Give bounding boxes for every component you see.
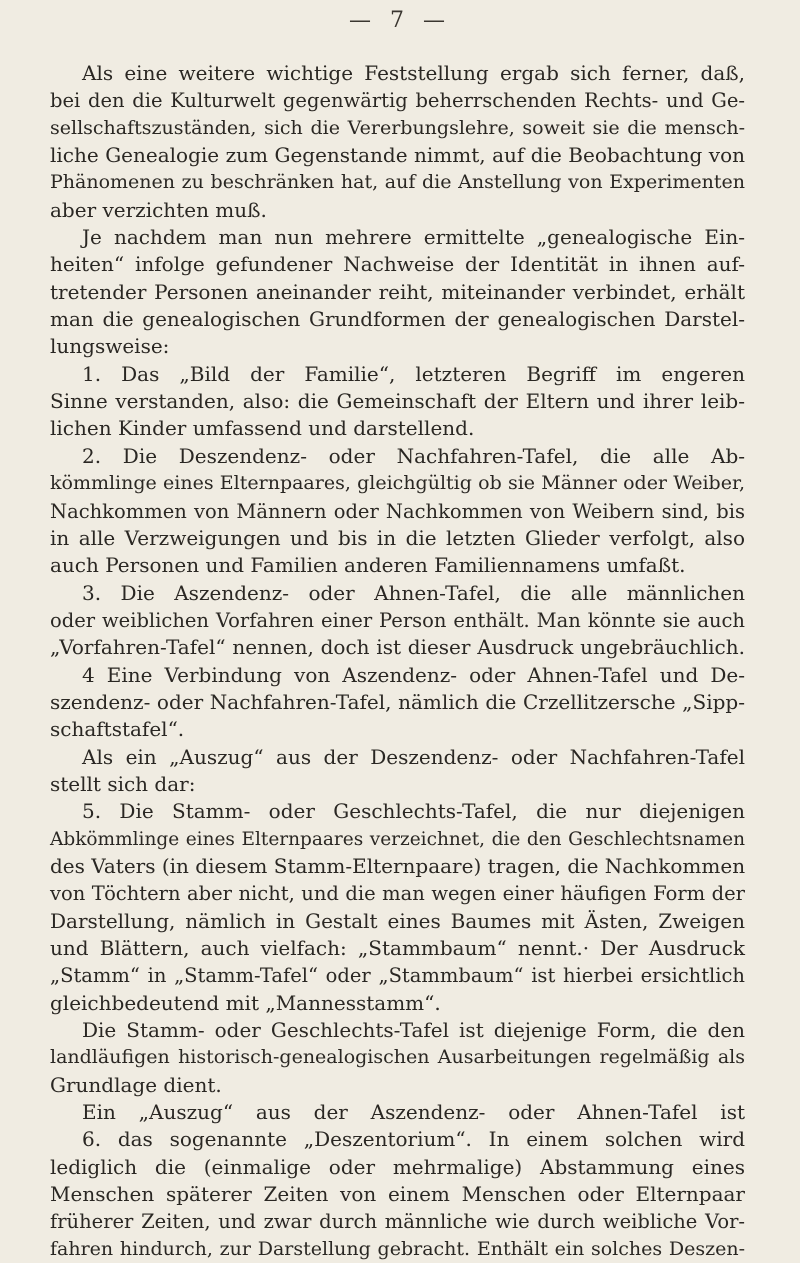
text-line: gleichbedeutend mit „Mannesstamm“. xyxy=(50,990,441,1015)
text-line: man die genealogischen Grundformen der genealogischen Darstel- xyxy=(50,307,745,332)
text-line: 3. Die Aszendenz- oder Ahnen-Tafel, die alle männlichen xyxy=(82,580,745,605)
text-line: und Blättern, auch vielfach: „Stammbaum“ nennt.· Der Ausdruck xyxy=(50,936,745,960)
text-line: Die Stamm- oder Geschlechts-Tafel ist diejenige Form, die den xyxy=(82,1018,745,1043)
text-line: landläufigen historisch-genealogischen Ausarbeitungen regelmäßig als xyxy=(50,1046,745,1069)
text-line: 5. Die Stamm- oder Geschlechts-Tafel, die nur diejenigen xyxy=(82,799,745,824)
text-line: lichen Kinder umfassend und darstellend. xyxy=(50,416,475,441)
text-line: „Vorfahren-Tafel“ nennen, doch ist dieser Ausdruck ungebräuchlich. xyxy=(50,635,745,660)
text-line: schaftstafel“. xyxy=(50,717,185,742)
page-number: — 7 — xyxy=(349,8,451,33)
text-line: Darstellung, nämlich in Gestalt eines Baumes mit Ästen, Zweigen xyxy=(50,908,745,933)
text-line: fahren hindurch, zur Darstellung gebracht. Enthält ein solches Deszen- xyxy=(50,1237,745,1260)
text-line: Als ein „Auszug“ aus der Deszendenz- oder Nachfahren-Tafel xyxy=(82,744,745,769)
text-line: bei den die Kulturwelt gegenwärtig beherrschenden Rechts- und Ge- xyxy=(50,89,745,113)
text-line: auch Personen und Familien anderen Familiennamens umfaßt. xyxy=(50,553,686,578)
text-line: von Töchtern aber nicht, und die man wegen einer häufigen Form der xyxy=(50,882,745,906)
text-line: Phänomenen zu beschränken hat, auf die Anstellung von Experimenten xyxy=(50,171,745,194)
text-line: Sinne verstanden, also: die Gemeinschaft der Eltern und ihrer leib- xyxy=(50,389,745,414)
text-line: tretender Personen aneinander reiht, miteinander verbindet, erhält xyxy=(50,279,745,304)
text-line: 1. Das „Bild der Familie“, letzteren Begriff im engeren xyxy=(82,361,745,386)
text-line: heiten“ infolge gefundener Nachweise der Identität in ihnen auf- xyxy=(50,252,745,277)
text-line: stellt sich dar: xyxy=(50,771,196,796)
text-line: Ein „Auszug“ aus der Aszendenz- oder Ahnen-Tafel ist xyxy=(82,1100,745,1125)
text-line: Menschen späterer Zeiten von einem Menschen oder Elternpaar xyxy=(50,1182,745,1207)
text-line: Abkömmlinge eines Elternpaares verzeichnet, die den Geschlechtsnamen xyxy=(50,828,745,850)
text-line: „Stamm“ in „Stamm-Tafel“ oder „Stammbaum“ ist hierbei ersichtlich xyxy=(50,964,745,988)
text-line: Je nachdem man nun mehrere ermittelte „genealogische Ein- xyxy=(82,225,745,250)
text-line: sellschaftszuständen, sich die Vererbungslehre, soweit sie die mensch- xyxy=(50,116,745,139)
text-line: Als eine weitere wichtige Feststellung ergab sich ferner, daß, xyxy=(82,61,745,85)
text-line: lungsweise: xyxy=(50,334,170,359)
text-line: aber verzichten muß. xyxy=(50,197,267,222)
body-text xyxy=(50,60,745,1263)
text-line: lediglich die (einmalige oder mehrmalige) Abstammung eines xyxy=(50,1154,745,1179)
text-line: des Vaters (in diesem Stamm-Elternpaare) tragen, die Nachkommen xyxy=(50,853,746,878)
text-line: 6. das sogenannte „Deszentorium“. In einem solchen wird xyxy=(82,1127,745,1152)
text-line: kömmlinge eines Elternpaares, gleichgültig ob sie Männer oder Weiber, xyxy=(50,472,745,495)
text-line: oder weiblichen Vorfahren einer Person enthält. Man könnte sie auch xyxy=(50,608,745,632)
text-line: in alle Verzweigungen und bis in die letzten Glieder verfolgt, also xyxy=(50,525,745,550)
text-line: früherer Zeiten, und zwar durch männliche wie durch weibliche Vor- xyxy=(50,1210,745,1234)
text-line: Grundlage dient. xyxy=(50,1072,222,1097)
text-line: 2. Die Deszendenz- oder Nachfahren-Tafel, die alle Ab- xyxy=(82,443,745,468)
text-line: 4 Eine Verbindung von Aszendenz- oder Ahnen-Tafel und De- xyxy=(82,662,745,687)
text-line: liche Genealogie zum Gegenstande nimmt, auf die Beobachtung von xyxy=(50,143,745,168)
text-line: Nachkommen von Männern oder Nachkommen von Weibern sind, bis xyxy=(50,499,745,523)
text-line: szendenz- oder Nachfahren-Tafel, nämlich die Crzellitzersche „Sipp- xyxy=(50,689,745,714)
